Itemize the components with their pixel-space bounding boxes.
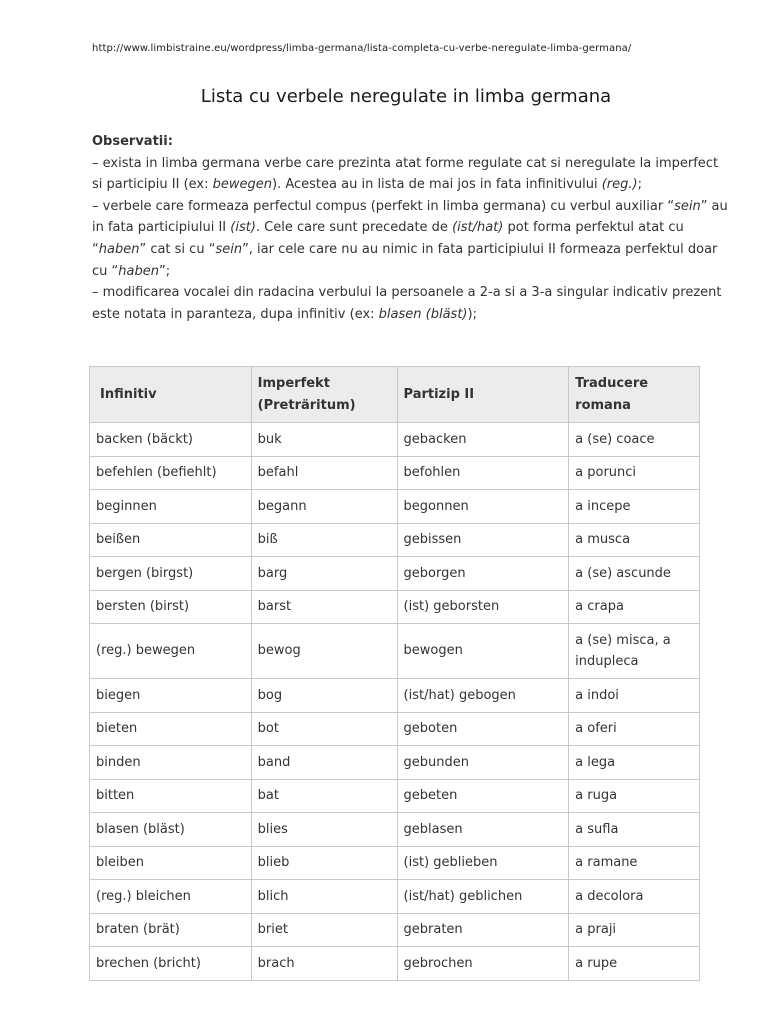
obs-text: ; bbox=[637, 177, 642, 193]
cell-traducere: a crapa bbox=[569, 590, 700, 624]
cell-partizip: geborgen bbox=[397, 557, 569, 591]
cell-imperfekt: buk bbox=[251, 423, 397, 457]
cell-imperfekt: band bbox=[251, 746, 397, 780]
table-row bbox=[90, 490, 700, 524]
obs-text: – exista in limba germana verbe care prezinta atat forme regulate cat si neregulate la imperfect si participiu II (ex: bbox=[92, 155, 719, 193]
table-row bbox=[90, 679, 700, 713]
table-row bbox=[90, 779, 700, 813]
observation-2 bbox=[92, 196, 732, 282]
obs-example: sein bbox=[215, 241, 243, 257]
cell-traducere: a ramane bbox=[569, 846, 700, 880]
cell-imperfekt: befahl bbox=[251, 456, 397, 490]
table-row bbox=[90, 913, 700, 947]
cell-infinitiv: (reg.) bewegen bbox=[90, 624, 252, 679]
cell-partizip: gebeten bbox=[397, 779, 569, 813]
cell-partizip: geblasen bbox=[397, 813, 569, 847]
cell-infinitiv: befehlen (befiehlt) bbox=[90, 456, 252, 490]
cell-traducere: a decolora bbox=[569, 880, 700, 914]
obs-text: – modificarea vocalei din radacina verbului la persoanele a 2-a si a 3-a singular indicativ prezent este notata in paranteza, dupa infinitiv (ex: bbox=[92, 285, 722, 322]
obs-example: (ist/hat) bbox=[452, 220, 504, 236]
cell-partizip: gebrochen bbox=[397, 947, 569, 981]
cell-partizip: geboten bbox=[397, 712, 569, 746]
cell-imperfekt: blies bbox=[251, 813, 397, 847]
table-header-row bbox=[90, 367, 700, 423]
cell-imperfekt: barg bbox=[251, 557, 397, 591]
obs-example: blasen (bläst) bbox=[378, 306, 468, 322]
obs-text: ”, iar cele care nu au nimic in fata participiului II formeaza perfektul doar cu “ bbox=[92, 241, 718, 279]
cell-infinitiv: bergen (birgst) bbox=[90, 557, 252, 591]
cell-infinitiv: bersten (birst) bbox=[90, 590, 252, 624]
obs-text: ). Acestea au in lista de mai jos in fata infinitivului bbox=[272, 177, 602, 193]
table-row bbox=[90, 523, 700, 557]
table-row bbox=[90, 813, 700, 847]
obs-example: (reg.) bbox=[601, 177, 638, 193]
obs-text: ); bbox=[467, 306, 477, 322]
cell-infinitiv: binden bbox=[90, 746, 252, 780]
cell-partizip: gebacken bbox=[397, 423, 569, 457]
header-imperfekt: Imperfekt (Preträritum) bbox=[251, 367, 397, 423]
page-title: Lista cu verbele neregulate in limba germana bbox=[200, 86, 612, 107]
obs-text: ” au in fata participiului II bbox=[92, 198, 728, 236]
cell-partizip: gebissen bbox=[397, 523, 569, 557]
observations-heading: Observatii: bbox=[92, 134, 173, 149]
cell-infinitiv: blasen (bläst) bbox=[90, 813, 252, 847]
cell-imperfekt: bog bbox=[251, 679, 397, 713]
obs-example: sein bbox=[674, 198, 701, 214]
cell-infinitiv: beißen bbox=[90, 523, 252, 557]
cell-traducere: a ruga bbox=[569, 779, 700, 813]
table-row bbox=[90, 746, 700, 780]
header-partizip: Partizip II bbox=[397, 367, 569, 423]
cell-traducere: a sufla bbox=[569, 813, 700, 847]
cell-infinitiv: beginnen bbox=[90, 490, 252, 524]
cell-partizip: (ist) geborsten bbox=[397, 590, 569, 624]
cell-traducere: a (se) misca, a indupleca bbox=[569, 624, 700, 679]
table-row bbox=[90, 557, 700, 591]
cell-infinitiv: bieten bbox=[90, 712, 252, 746]
cell-traducere: a (se) coace bbox=[569, 423, 700, 457]
obs-example: haben bbox=[98, 241, 140, 257]
cell-partizip: (ist/hat) geblichen bbox=[397, 880, 569, 914]
cell-traducere: a (se) ascunde bbox=[569, 557, 700, 591]
observation-3 bbox=[92, 282, 732, 325]
cell-imperfekt: blieb bbox=[251, 846, 397, 880]
cell-imperfekt: brach bbox=[251, 947, 397, 981]
cell-imperfekt: blich bbox=[251, 880, 397, 914]
obs-text: ”; bbox=[158, 263, 171, 279]
table-row bbox=[90, 846, 700, 880]
cell-imperfekt: bewog bbox=[251, 624, 397, 679]
cell-imperfekt: begann bbox=[251, 490, 397, 524]
cell-infinitiv: bleiben bbox=[90, 846, 252, 880]
observations-section bbox=[92, 131, 732, 325]
table-row bbox=[90, 423, 700, 457]
cell-imperfekt: bot bbox=[251, 712, 397, 746]
cell-imperfekt: biß bbox=[251, 523, 397, 557]
cell-traducere: a musca bbox=[569, 523, 700, 557]
table-row bbox=[90, 712, 700, 746]
cell-infinitiv: bitten bbox=[90, 779, 252, 813]
cell-partizip: (ist) geblieben bbox=[397, 846, 569, 880]
cell-traducere: a lega bbox=[569, 746, 700, 780]
cell-imperfekt: briet bbox=[251, 913, 397, 947]
cell-traducere: a incepe bbox=[569, 490, 700, 524]
cell-partizip: begonnen bbox=[397, 490, 569, 524]
cell-traducere: a rupe bbox=[569, 947, 700, 981]
obs-example: (ist) bbox=[230, 220, 256, 236]
table-row bbox=[90, 590, 700, 624]
cell-traducere: a indoi bbox=[569, 679, 700, 713]
cell-infinitiv: (reg.) bleichen bbox=[90, 880, 252, 914]
obs-example: bewegen bbox=[212, 177, 273, 193]
cell-infinitiv: biegen bbox=[90, 679, 252, 713]
cell-partizip: bewogen bbox=[397, 624, 569, 679]
cell-infinitiv: backen (bäckt) bbox=[90, 423, 252, 457]
cell-imperfekt: bat bbox=[251, 779, 397, 813]
table-row bbox=[90, 456, 700, 490]
cell-traducere: a porunci bbox=[569, 456, 700, 490]
cell-traducere: a oferi bbox=[569, 712, 700, 746]
observation-1 bbox=[92, 153, 732, 196]
table-row bbox=[90, 880, 700, 914]
cell-traducere: a praji bbox=[569, 913, 700, 947]
cell-partizip: gebunden bbox=[397, 746, 569, 780]
obs-example: haben bbox=[118, 263, 159, 279]
cell-infinitiv: brechen (bricht) bbox=[90, 947, 252, 981]
table-row bbox=[90, 624, 700, 679]
cell-imperfekt: barst bbox=[251, 590, 397, 624]
cell-partizip: gebraten bbox=[397, 913, 569, 947]
obs-text: ” cat si cu “ bbox=[139, 241, 216, 257]
obs-text: . Cele care sunt precedate de bbox=[255, 220, 453, 236]
cell-partizip: (ist/hat) gebogen bbox=[397, 679, 569, 713]
obs-text: pot forma perfektul atat cu “ bbox=[92, 220, 684, 257]
obs-text: – verbele care formeaza perfectul compus (perfekt in limba germana) cu verbul auxiliar “ bbox=[92, 198, 675, 214]
verbs-table bbox=[89, 366, 700, 981]
table-row bbox=[90, 947, 700, 981]
cell-infinitiv: braten (brät) bbox=[90, 913, 252, 947]
header-traducere: Traducere romana bbox=[569, 367, 700, 423]
header-infinitiv: Infinitiv bbox=[90, 367, 252, 423]
page-url: http://www.limbistraine.eu/wordpress/limba-germana/lista-completa-cu-verbe-neregulate-limba-germana/ bbox=[92, 43, 632, 54]
cell-partizip: befohlen bbox=[397, 456, 569, 490]
